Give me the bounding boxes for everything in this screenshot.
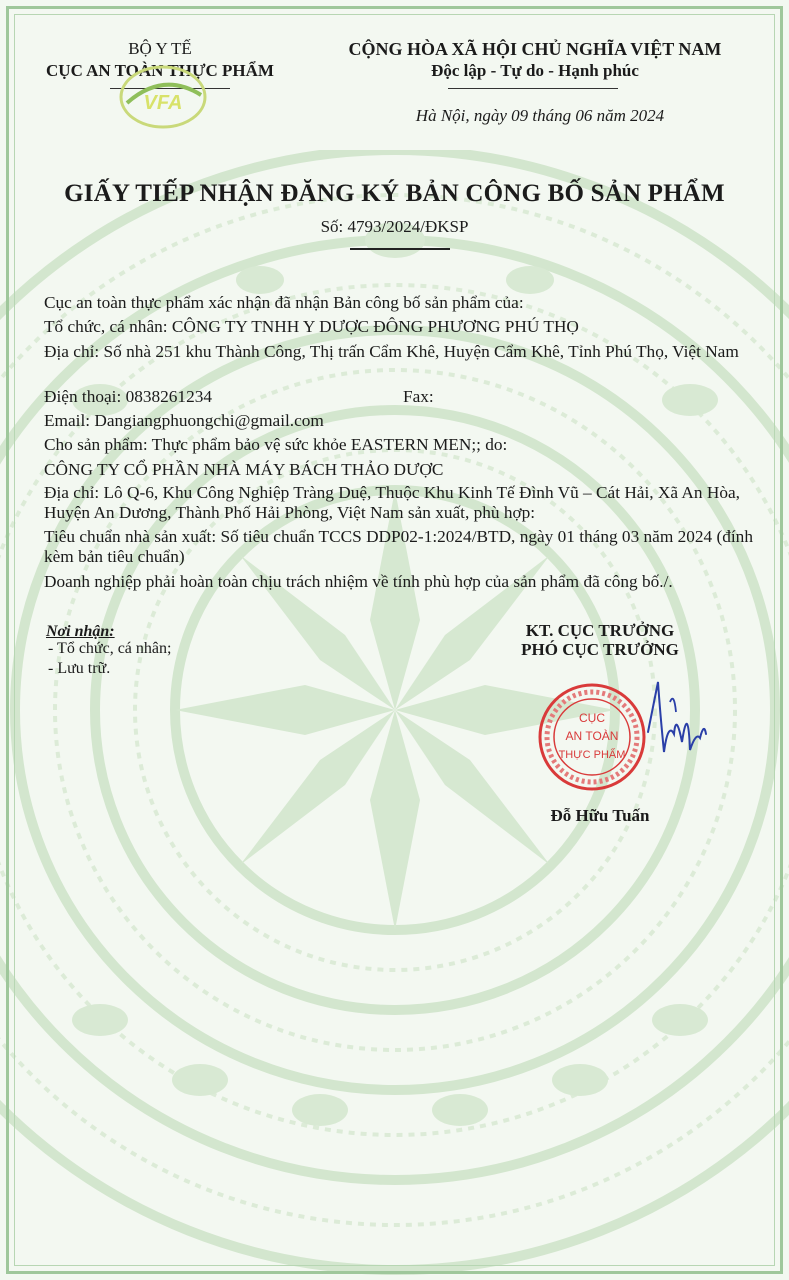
- vfa-logo: [117, 63, 209, 131]
- document-number: Số: 4793/2024/ĐKSP: [320, 217, 469, 236]
- stamp-text-line3: THỰC PHẨM: [558, 749, 626, 761]
- national-motto: Độc lập - Tự do - Hạnh phúc: [431, 61, 639, 80]
- ministry-name: BỘ Y TẾ: [128, 39, 192, 58]
- national-header: [300, 38, 770, 82]
- agency-name: CỤC AN TOÀN THỰC PHẨM: [46, 61, 274, 80]
- recipient-item: - Lưu trữ.: [48, 660, 111, 677]
- manufacturer-name: CÔNG TY CỔ PHẦN NHÀ MÁY BÁCH THẢO DƯỢC: [44, 460, 444, 479]
- manufacturer-standard: Tiêu chuẩn nhà sản xuất: Số tiêu chuẩn TCCS DDP02-1:2024/BTD, ngày 01 tháng 03 năm 2024 (đính kèm bản tiêu chuẩn): [44, 527, 753, 566]
- title-underline: [350, 248, 450, 250]
- signer-title-line2: PHÓ CỤC TRƯỞNG: [521, 640, 679, 659]
- official-red-stamp: [537, 682, 647, 792]
- product-line: Cho sản phẩm: Thực phẩm bảo vệ sức khỏe EASTERN MEN;; do:: [44, 435, 508, 454]
- stamp-text-line1: CỤC: [579, 711, 605, 725]
- motto-underline: [448, 88, 618, 89]
- email: Email: Dangiangphuongchi@gmail.com: [44, 411, 324, 430]
- organization: Tổ chức, cá nhân: CÔNG TY TNHH Y DƯỢC ĐÔNG PHƯƠNG PHÚ THỌ: [44, 317, 579, 336]
- responsibility-statement: Doanh nghiệp phải hoàn toàn chịu trách nhiệm về tính phù hợp của sản phẩm đã công bố./.: [44, 572, 673, 591]
- intro-text: Cục an toàn thực phẩm xác nhận đã nhận Bản công bố sản phẩm của:: [44, 293, 524, 312]
- vfa-logo-text: VFA: [143, 92, 183, 114]
- fax: Fax:: [403, 387, 434, 406]
- signer-name: Đỗ Hữu Tuấn: [550, 806, 650, 825]
- handwritten-signature: [640, 672, 720, 782]
- manufacturer-address: Địa chỉ: Lô Q-6, Khu Công Nghiệp Tràng Duệ, Thuộc Khu Kinh Tế Đình Vũ – Cát Hải, Xã An Hòa, Huyện An Dương, Thành Phố Hải Phòng, Việt Nam sản xuất, phù hợp:: [44, 483, 740, 522]
- country-name: CỘNG HÒA XÃ HỘI CHỦ NGHĨA VIỆT NAM: [348, 39, 722, 59]
- recipient-item: - Tổ chức, cá nhân;: [48, 640, 172, 657]
- organization-address: Địa chỉ: Số nhà 251 khu Thành Công, Thị trấn Cẩm Khê, Huyện Cẩm Khê, Tỉnh Phú Thọ, Việt Nam: [44, 342, 739, 361]
- issue-date: Hà Nội, ngày 09 tháng 06 năm 2024: [415, 106, 665, 125]
- signer-title-line1: KT. CỤC TRƯỞNG: [525, 621, 675, 640]
- stamp-text-line2: AN TOÀN: [565, 729, 619, 743]
- phone: Điện thoại: 0838261234: [44, 387, 212, 406]
- document-title: GIẤY TIẾP NHẬN ĐĂNG KÝ BẢN CÔNG BỐ SẢN PHẨM: [64, 180, 725, 207]
- recipients-heading: Nơi nhận:: [46, 623, 115, 640]
